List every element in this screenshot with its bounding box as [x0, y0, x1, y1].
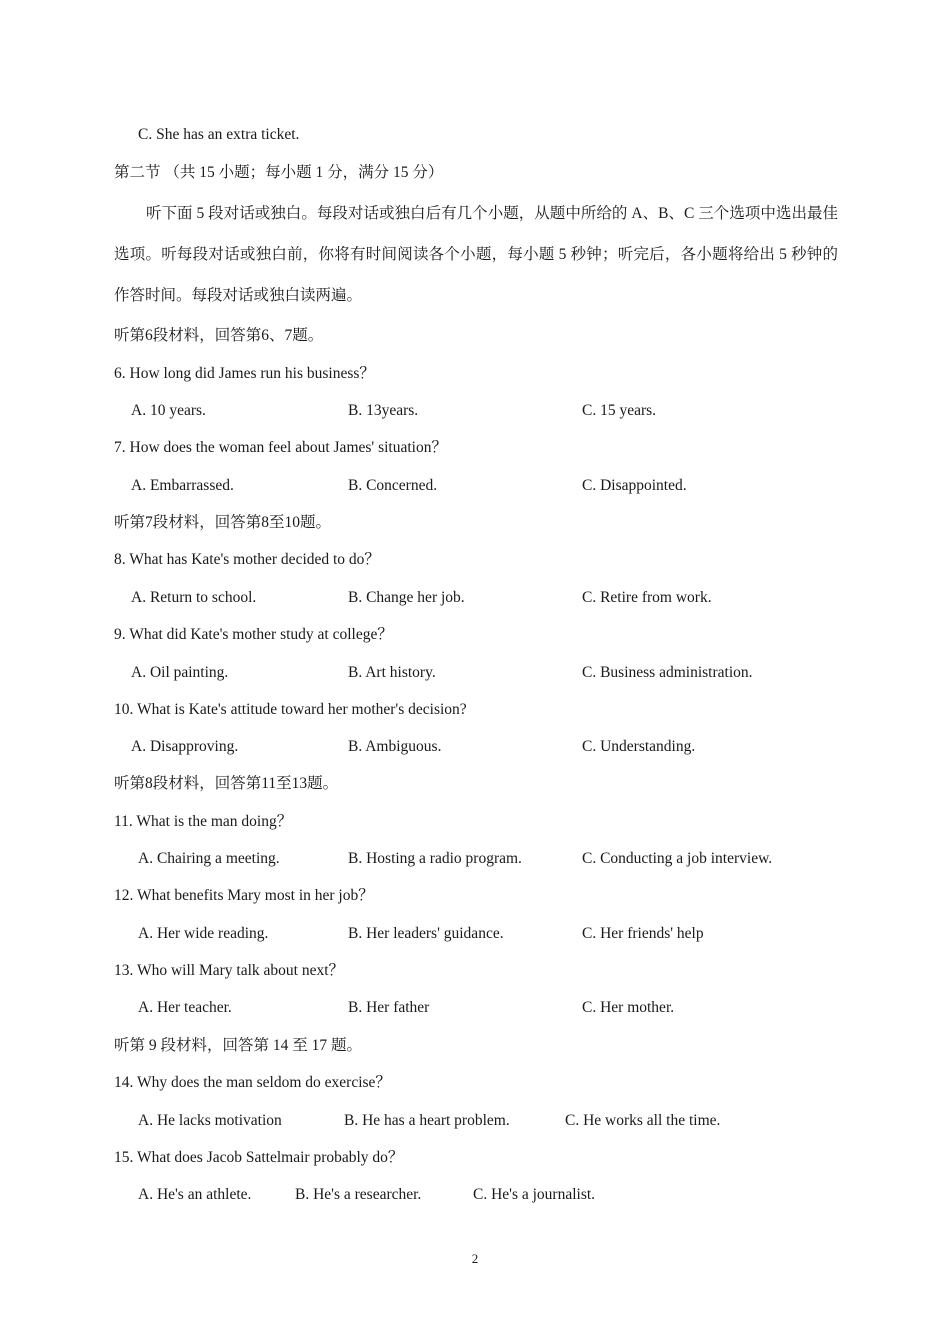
question-8-stem: 8. What has Kate's mother decided to do？ [114, 551, 380, 568]
material-7-label: 听第7段材料，回答第8至10题。 [114, 514, 332, 531]
question-14-option-b: B. He has a heart problem. [344, 1112, 510, 1129]
question-7-option-b: B. Concerned. [348, 477, 438, 494]
question-14-option-c: C. He works all the time. [565, 1112, 721, 1129]
question-9-option-c: C. Business administration. [582, 664, 753, 681]
question-7-option-c: C. Disappointed. [582, 477, 687, 494]
question-15-option-b: B. He's a researcher. [295, 1186, 422, 1203]
question-10-stem: 10. What is Kate's attitude toward her mother's decision? [114, 701, 467, 718]
question-12-stem: 12. What benefits Mary most in her job？ [114, 887, 374, 904]
question-13-option-b: B. Her father [348, 999, 430, 1016]
question-13-option-a: A. Her teacher. [138, 999, 232, 1016]
question-8-option-b: B. Change her job. [348, 589, 465, 606]
question-11-option-a: A. Chairing a meeting. [138, 850, 280, 867]
question-8-option-a: A. Return to school. [131, 589, 257, 606]
question-11-stem: 11. What is the man doing？ [114, 813, 293, 830]
question-9-option-b: B. Art history. [348, 664, 436, 681]
q5-option-c: C. She has an extra ticket. [138, 126, 300, 143]
question-15-option-a: A. He's an athlete. [138, 1186, 252, 1203]
question-10-option-c: C. Understanding. [582, 738, 696, 755]
question-6-option-a: A. 10 years. [131, 402, 206, 419]
question-13-stem: 13. Who will Mary talk about next？ [114, 962, 345, 979]
section-instructions: 听下面 5 段对话或独白。每段对话或独白后有几个小题，从题中所给的 A、B、C 三个选项中选出最佳选项。听每段对话或独白前，你将有时间阅读各个小题，每小题 5 秒钟；听完后，各小题将给出 5 秒钟的作答时间。每段对话或独白读两遍。 [114, 205, 838, 304]
question-6-stem: 6. How long did James run his business？ [114, 365, 375, 382]
page-number: 2 [471, 1251, 479, 1266]
material-9-label: 听第 9 段材料，回答第 14 至 17 题。 [114, 1037, 363, 1054]
question-11-option-b: B. Hosting a radio program. [348, 850, 522, 867]
question-14-option-a: A. He lacks motivation [138, 1112, 282, 1129]
question-6-option-b: B. 13years. [348, 402, 419, 419]
question-10-option-b: B. Ambiguous. [348, 738, 442, 755]
material-6-label: 听第6段材料，回答第6、7题。 [114, 327, 324, 344]
section-2-heading: 第二节 （共 15 小题；每小题 1 分，满分 15 分） [114, 164, 444, 181]
question-14-stem: 14. Why does the man seldom do exercise？ [114, 1074, 391, 1091]
question-7-stem: 7. How does the woman feel about James' situation？ [114, 439, 447, 456]
question-12-option-c: C. Her friends' help [582, 925, 704, 942]
question-15-option-c: C. He's a journalist. [473, 1186, 596, 1203]
question-8-option-c: C. Retire from work. [582, 589, 712, 606]
question-11-option-c: C. Conducting a job interview. [582, 850, 773, 867]
question-12-option-a: A. Her wide reading. [138, 925, 269, 942]
question-15-stem: 15. What does Jacob Sattelmair probably do？ [114, 1149, 404, 1166]
material-8-label: 听第8段材料，回答第11至13题。 [114, 775, 339, 792]
question-6-option-c: C. 15 years. [582, 402, 657, 419]
question-7-option-a: A. Embarrassed. [131, 477, 234, 494]
question-9-stem: 9. What did Kate's mother study at college？ [114, 626, 393, 643]
question-13-option-c: C. Her mother. [582, 999, 675, 1016]
question-12-option-b: B. Her leaders' guidance. [348, 925, 504, 942]
question-9-option-a: A. Oil painting. [131, 664, 229, 681]
question-10-option-a: A. Disapproving. [131, 738, 239, 755]
